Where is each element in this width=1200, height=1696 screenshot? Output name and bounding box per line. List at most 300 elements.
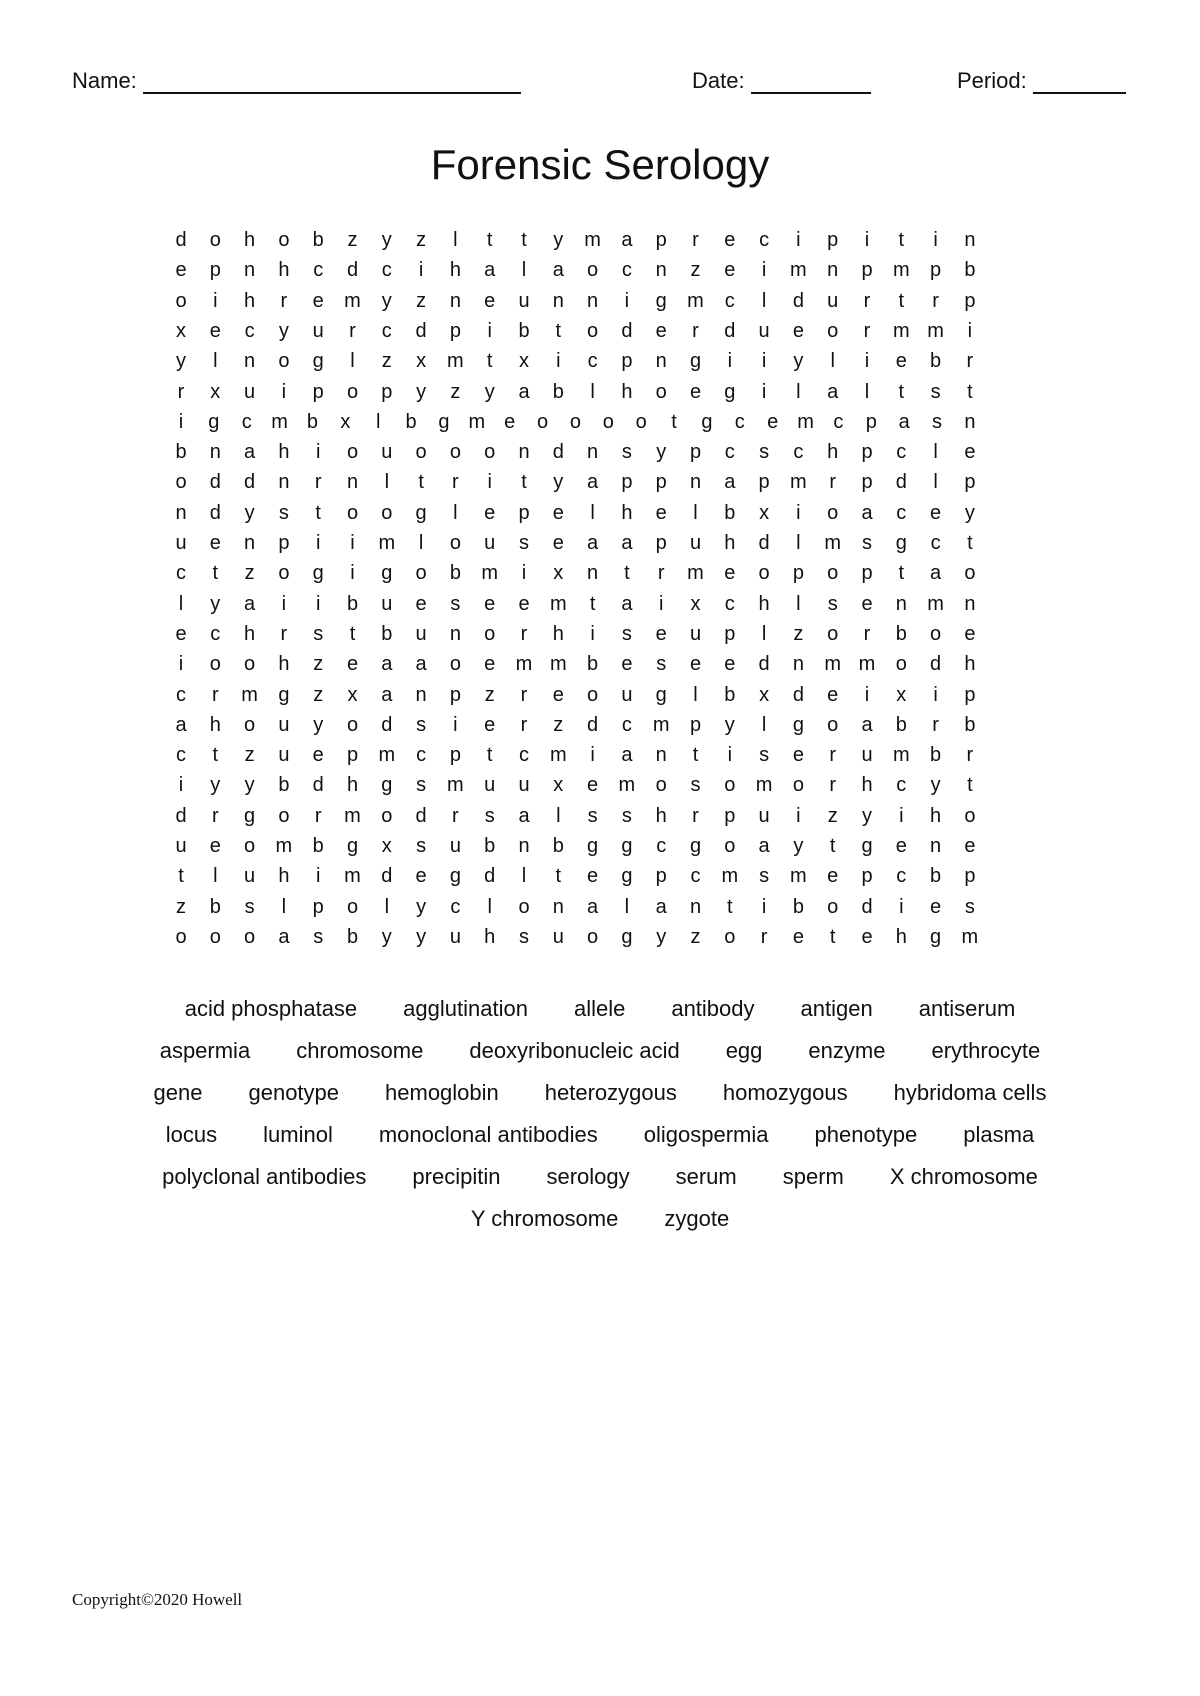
grid-letter[interactable]: l [418, 532, 424, 554]
grid-letter[interactable]: o [346, 441, 359, 464]
grid-letter[interactable]: i [761, 895, 767, 918]
grid-letter[interactable]: x [896, 683, 907, 706]
grid-letter[interactable]: n [278, 471, 290, 494]
grid-letter[interactable]: i [761, 380, 767, 403]
grid-letter[interactable]: o [827, 562, 839, 585]
grid-letter[interactable]: t [967, 774, 973, 797]
grid-letter[interactable]: r [177, 380, 185, 403]
grid-letter[interactable]: d [415, 804, 427, 827]
grid-letter[interactable]: c [690, 865, 701, 888]
grid-letter[interactable]: s [416, 713, 427, 736]
grid-letter[interactable]: b [175, 441, 187, 464]
grid-letter[interactable]: l [375, 410, 381, 433]
grid-letter[interactable]: y [381, 289, 392, 312]
grid-letter[interactable]: e [518, 592, 530, 615]
grid-letter[interactable]: m [961, 925, 979, 948]
date-field[interactable] [692, 68, 871, 94]
grid-letter[interactable]: y [244, 501, 255, 524]
grid-letter[interactable]: s [519, 925, 529, 948]
grid-letter[interactable]: e [724, 653, 736, 676]
grid-letter[interactable]: e [209, 319, 221, 342]
grid-letter[interactable]: g [208, 410, 220, 433]
grid-letter[interactable]: s [416, 774, 427, 797]
grid-letter[interactable]: x [416, 350, 427, 373]
grid-letter[interactable]: r [520, 622, 528, 645]
grid-letter[interactable]: a [278, 925, 290, 948]
grid-letter[interactable]: x [340, 410, 351, 433]
grid-letter[interactable]: d [346, 259, 359, 282]
grid-letter[interactable]: m [378, 532, 396, 554]
grid-letter[interactable]: a [930, 562, 942, 585]
grid-letter[interactable]: r [349, 319, 356, 342]
grid-letter[interactable]: z [690, 925, 701, 948]
grid-letter[interactable]: n [518, 441, 530, 464]
grid-letter[interactable]: o [655, 774, 667, 797]
grid-letter[interactable]: y [964, 501, 975, 524]
grid-letter[interactable]: e [895, 350, 907, 373]
grid-letter[interactable]: h [964, 653, 976, 676]
grid-letter[interactable]: y [244, 774, 255, 797]
grid-letter[interactable]: u [552, 925, 564, 948]
grid-letter[interactable]: r [863, 319, 871, 342]
grid-letter[interactable]: o [724, 774, 736, 797]
grid-letter[interactable]: p [278, 532, 290, 554]
grid-letter[interactable]: s [621, 622, 632, 645]
grid-letter[interactable]: a [861, 713, 873, 736]
grid-letter[interactable]: r [520, 713, 528, 736]
grid-letter[interactable]: c [176, 744, 186, 767]
grid-letter[interactable]: b [449, 562, 461, 585]
grid-letter[interactable]: i [967, 319, 973, 342]
grid-letter[interactable]: o [209, 229, 221, 251]
grid-letter[interactable]: b [964, 259, 976, 282]
grid-letter[interactable]: z [690, 259, 701, 282]
grid-letter[interactable]: t [521, 229, 527, 251]
grid-letter[interactable]: y [381, 925, 392, 948]
grid-letter[interactable]: e [175, 259, 187, 282]
grid-letter[interactable]: z [313, 683, 324, 706]
grid-letter[interactable]: g [381, 774, 393, 797]
grid-letter[interactable]: t [486, 744, 493, 767]
grid-letter[interactable]: x [690, 592, 701, 615]
grid-letter[interactable]: i [556, 350, 561, 373]
grid-letter[interactable]: r [692, 804, 699, 827]
grid-letter[interactable]: p [449, 319, 461, 342]
grid-letter[interactable]: h [758, 592, 770, 615]
grid-letter[interactable]: u [278, 744, 290, 767]
grid-letter[interactable]: n [175, 501, 187, 524]
grid-letter[interactable]: e [655, 622, 667, 645]
grid-letter[interactable]: g [655, 289, 667, 312]
grid-letter[interactable]: t [967, 380, 973, 403]
grid-letter[interactable]: e [930, 501, 942, 524]
grid-letter[interactable]: s [450, 592, 461, 615]
grid-letter[interactable]: i [864, 683, 870, 706]
grid-letter[interactable]: i [658, 592, 664, 615]
grid-letter[interactable]: i [315, 592, 321, 615]
grid-letter[interactable]: o [449, 441, 461, 464]
grid-letter[interactable]: m [652, 713, 670, 736]
grid-letter[interactable]: l [521, 865, 527, 888]
grid-letter[interactable]: g [621, 865, 633, 888]
grid-letter[interactable]: c [759, 229, 770, 251]
grid-letter[interactable]: m [790, 471, 807, 494]
grid-letter[interactable]: g [438, 410, 450, 433]
grid-letter[interactable]: y [793, 350, 804, 373]
grid-letter[interactable]: s [930, 380, 941, 403]
grid-letter[interactable]: e [964, 441, 976, 464]
grid-letter[interactable]: t [727, 895, 733, 918]
grid-letter[interactable]: m [790, 259, 807, 282]
grid-letter[interactable]: g [655, 683, 667, 706]
grid-letter[interactable]: d [552, 441, 564, 464]
grid-letter[interactable]: o [518, 895, 530, 918]
grid-letter[interactable]: d [587, 713, 599, 736]
grid-letter[interactable]: g [621, 835, 633, 857]
grid-letter[interactable]: l [384, 895, 390, 918]
grid-letter[interactable]: b [312, 229, 324, 251]
grid-letter[interactable]: b [930, 350, 942, 373]
grid-letter[interactable]: a [827, 380, 839, 403]
grid-letter[interactable]: c [724, 592, 735, 615]
grid-letter[interactable]: c [176, 562, 186, 585]
grid-letter[interactable]: s [656, 653, 667, 676]
grid-letter[interactable]: r [314, 804, 322, 827]
grid-letter[interactable]: c [381, 319, 392, 342]
grid-letter[interactable]: s [278, 501, 289, 524]
grid-letter[interactable]: c [724, 441, 735, 464]
name-blank-line[interactable] [143, 70, 521, 94]
grid-letter[interactable]: n [964, 592, 976, 615]
grid-letter[interactable]: l [933, 441, 938, 464]
grid-letter[interactable]: o [278, 804, 290, 827]
period-field[interactable] [957, 68, 1126, 94]
grid-letter[interactable]: o [827, 895, 839, 918]
grid-letter[interactable]: l [453, 501, 458, 524]
grid-letter[interactable]: n [346, 471, 359, 494]
grid-letter[interactable]: e [724, 259, 736, 282]
grid-letter[interactable]: h [552, 622, 564, 645]
grid-letter[interactable]: o [827, 622, 839, 645]
grid-letter[interactable]: l [281, 895, 287, 918]
grid-letter[interactable]: o [569, 410, 581, 433]
grid-letter[interactable]: h [621, 380, 633, 403]
grid-letter[interactable]: c [587, 350, 598, 373]
grid-letter[interactable]: g [724, 380, 736, 403]
grid-letter[interactable]: o [209, 653, 221, 676]
grid-letter[interactable]: p [621, 471, 633, 494]
grid-letter[interactable]: e [861, 592, 873, 615]
grid-letter[interactable]: u [861, 744, 873, 767]
grid-letter[interactable]: p [930, 259, 942, 282]
grid-letter[interactable]: h [861, 774, 873, 797]
grid-letter[interactable]: r [280, 289, 288, 312]
grid-letter[interactable]: m [797, 410, 814, 433]
grid-letter[interactable]: g [895, 532, 907, 554]
grid-letter[interactable]: h [278, 653, 290, 676]
grid-letter[interactable]: t [898, 562, 905, 585]
grid-letter[interactable]: o [449, 653, 461, 676]
grid-letter[interactable]: b [930, 744, 942, 767]
grid-letter[interactable]: s [587, 804, 598, 827]
grid-letter[interactable]: a [518, 804, 530, 827]
grid-letter[interactable]: p [689, 713, 702, 736]
grid-letter[interactable]: y [176, 350, 186, 373]
grid-letter[interactable]: i [281, 592, 287, 615]
grid-letter[interactable]: h [209, 713, 221, 736]
grid-letter[interactable]: r [657, 562, 665, 585]
grid-letter[interactable]: t [349, 622, 356, 645]
grid-letter[interactable]: b [964, 713, 976, 736]
grid-letter[interactable]: d [484, 865, 496, 888]
grid-letter[interactable]: o [244, 925, 256, 948]
grid-letter[interactable]: i [350, 532, 355, 554]
grid-letter[interactable]: b [724, 683, 736, 706]
grid-letter[interactable]: n [587, 441, 599, 464]
grid-letter[interactable]: z [484, 683, 495, 706]
grid-letter[interactable]: e [552, 532, 564, 554]
grid-letter[interactable]: s [862, 532, 872, 554]
grid-letter[interactable]: m [892, 259, 910, 282]
grid-letter[interactable]: u [381, 592, 393, 615]
grid-letter[interactable]: l [213, 865, 218, 888]
grid-letter[interactable]: d [792, 683, 804, 706]
grid-letter[interactable]: y [656, 441, 667, 464]
grid-letter[interactable]: p [655, 865, 667, 888]
grid-letter[interactable]: t [829, 835, 836, 857]
grid-letter[interactable]: l [796, 592, 801, 615]
grid-letter[interactable]: t [898, 289, 905, 312]
grid-letter[interactable]: p [312, 895, 324, 918]
grid-letter[interactable]: c [450, 895, 461, 918]
grid-letter[interactable]: n [964, 229, 976, 251]
grid-letter[interactable]: i [624, 289, 630, 312]
grid-letter[interactable]: s [759, 441, 770, 464]
grid-letter[interactable]: p [758, 471, 770, 494]
grid-letter[interactable]: u [827, 289, 839, 312]
grid-letter[interactable]: o [175, 289, 187, 312]
grid-letter[interactable]: r [966, 350, 974, 373]
grid-letter[interactable]: d [175, 804, 187, 827]
period-blank-line[interactable] [1033, 70, 1126, 94]
grid-letter[interactable]: p [861, 259, 873, 282]
grid-letter[interactable]: u [518, 774, 530, 797]
grid-letter[interactable]: p [381, 380, 393, 403]
grid-letter[interactable]: r [932, 289, 939, 312]
grid-letter[interactable]: b [930, 865, 942, 888]
grid-letter[interactable]: l [796, 380, 801, 403]
grid-letter[interactable]: h [244, 229, 256, 251]
grid-letter[interactable]: l [830, 350, 835, 373]
grid-letter[interactable]: p [449, 744, 461, 767]
grid-letter[interactable]: c [833, 410, 844, 433]
grid-letter[interactable]: e [484, 592, 496, 615]
grid-letter[interactable]: g [381, 562, 393, 585]
grid-letter[interactable]: i [418, 259, 424, 282]
grid-letter[interactable]: m [378, 744, 396, 767]
grid-letter[interactable]: p [346, 744, 359, 767]
grid-letter[interactable]: d [209, 471, 221, 494]
grid-letter[interactable]: g [346, 835, 359, 857]
grid-letter[interactable]: x [347, 683, 358, 706]
grid-letter[interactable]: o [244, 653, 256, 676]
grid-letter[interactable]: s [964, 895, 975, 918]
grid-letter[interactable]: e [964, 835, 976, 857]
grid-letter[interactable]: a [587, 895, 599, 918]
grid-letter[interactable]: s [827, 592, 838, 615]
grid-letter[interactable]: c [734, 410, 745, 433]
grid-letter[interactable]: c [656, 835, 667, 857]
grid-letter[interactable]: i [350, 562, 355, 585]
name-field[interactable] [72, 68, 521, 94]
grid-letter[interactable]: p [518, 501, 530, 524]
grid-letter[interactable]: r [760, 925, 768, 948]
grid-letter[interactable]: e [724, 229, 736, 251]
grid-letter[interactable]: o [587, 259, 599, 282]
grid-letter[interactable]: r [280, 622, 288, 645]
grid-letter[interactable]: r [314, 471, 322, 494]
grid-letter[interactable]: c [930, 532, 941, 554]
grid-letter[interactable]: l [864, 380, 870, 403]
grid-letter[interactable]: a [861, 501, 873, 524]
grid-letter[interactable]: a [898, 410, 910, 433]
grid-letter[interactable]: a [587, 471, 599, 494]
grid-letter[interactable]: e [827, 683, 839, 706]
grid-letter[interactable]: e [484, 653, 496, 676]
grid-letter[interactable]: i [864, 229, 870, 251]
grid-letter[interactable]: l [384, 471, 390, 494]
grid-letter[interactable]: h [278, 259, 290, 282]
grid-letter[interactable]: g [415, 501, 427, 524]
grid-letter[interactable]: i [178, 774, 184, 797]
grid-letter[interactable]: n [587, 289, 599, 312]
grid-letter[interactable]: e [655, 319, 667, 342]
grid-letter[interactable]: u [621, 683, 633, 706]
grid-letter[interactable]: g [792, 713, 804, 736]
grid-letter[interactable]: g [312, 350, 324, 373]
grid-letter[interactable]: p [861, 562, 873, 585]
grid-letter[interactable]: d [758, 532, 770, 554]
grid-letter[interactable]: r [452, 804, 459, 827]
grid-letter[interactable]: m [687, 562, 704, 585]
grid-letter[interactable]: e [484, 501, 496, 524]
grid-letter[interactable]: b [405, 410, 417, 433]
grid-letter[interactable]: t [212, 562, 219, 585]
grid-letter[interactable]: p [655, 532, 667, 554]
grid-letter[interactable]: i [590, 622, 595, 645]
grid-letter[interactable]: d [244, 471, 256, 494]
grid-letter[interactable]: n [930, 835, 942, 857]
grid-letter[interactable]: g [621, 925, 633, 948]
grid-letter[interactable]: d [724, 319, 736, 342]
grid-letter[interactable]: m [271, 410, 288, 433]
grid-letter[interactable]: d [209, 501, 221, 524]
grid-letter[interactable]: g [587, 835, 599, 857]
grid-letter[interactable]: b [209, 895, 221, 918]
grid-letter[interactable]: l [556, 804, 561, 827]
grid-letter[interactable]: b [792, 895, 804, 918]
grid-letter[interactable]: y [553, 471, 564, 494]
grid-letter[interactable]: p [209, 259, 221, 282]
grid-letter[interactable]: i [864, 350, 870, 373]
grid-letter[interactable]: m [584, 229, 601, 251]
grid-letter[interactable]: i [727, 744, 733, 767]
grid-letter[interactable]: d [621, 319, 633, 342]
grid-letter[interactable]: t [898, 380, 905, 403]
grid-letter[interactable]: b [724, 501, 736, 524]
grid-letter[interactable]: e [655, 501, 667, 524]
grid-letter[interactable]: c [724, 289, 735, 312]
grid-letter[interactable]: z [244, 744, 255, 767]
grid-letter[interactable]: g [278, 683, 290, 706]
grid-letter[interactable]: t [671, 410, 677, 433]
grid-letter[interactable]: m [892, 744, 910, 767]
grid-letter[interactable]: i [933, 683, 938, 706]
grid-letter[interactable]: e [346, 653, 359, 676]
grid-letter[interactable]: u [518, 289, 530, 312]
grid-letter[interactable]: e [552, 501, 564, 524]
grid-letter[interactable]: h [278, 441, 290, 464]
grid-letter[interactable]: p [861, 471, 873, 494]
grid-letter[interactable]: l [487, 895, 492, 918]
grid-letter[interactable]: u [175, 835, 187, 857]
grid-letter[interactable]: m [927, 319, 944, 342]
grid-letter[interactable]: x [519, 350, 529, 373]
grid-letter[interactable]: b [306, 410, 319, 433]
grid-letter[interactable]: h [449, 259, 461, 282]
grid-letter[interactable]: y [210, 774, 221, 797]
grid-letter[interactable]: o [964, 804, 976, 827]
grid-letter[interactable]: s [621, 441, 632, 464]
grid-letter[interactable]: d [930, 653, 942, 676]
grid-letter[interactable]: b [484, 835, 496, 857]
grid-letter[interactable]: z [793, 622, 804, 645]
grid-letter[interactable]: s [759, 744, 770, 767]
grid-letter[interactable]: o [346, 895, 359, 918]
grid-letter[interactable]: c [896, 774, 907, 797]
grid-letter[interactable]: d [381, 865, 393, 888]
grid-letter[interactable]: n [209, 441, 221, 464]
grid-letter[interactable]: z [553, 713, 564, 736]
grid-letter[interactable]: z [450, 380, 461, 403]
grid-letter[interactable]: i [796, 501, 801, 524]
grid-letter[interactable]: o [724, 925, 736, 948]
grid-letter[interactable]: h [827, 441, 839, 464]
grid-letter[interactable]: e [767, 410, 779, 433]
grid-letter[interactable]: r [692, 229, 699, 251]
grid-letter[interactable]: r [520, 683, 528, 706]
grid-letter[interactable]: b [381, 622, 393, 645]
grid-letter[interactable]: d [381, 713, 393, 736]
grid-letter[interactable]: m [549, 653, 567, 676]
grid-letter[interactable]: e [209, 532, 221, 554]
grid-letter[interactable]: x [176, 319, 186, 342]
grid-letter[interactable]: e [621, 653, 633, 676]
grid-letter[interactable]: y [313, 713, 324, 736]
grid-letter[interactable]: i [899, 895, 904, 918]
grid-letter[interactable]: h [346, 774, 359, 797]
grid-letter[interactable]: e [861, 925, 873, 948]
grid-letter[interactable]: b [552, 380, 564, 403]
grid-letter[interactable]: i [315, 441, 321, 464]
grid-letter[interactable]: b [587, 653, 599, 676]
grid-letter[interactable]: r [932, 713, 939, 736]
grid-letter[interactable]: u [415, 622, 427, 645]
grid-letter[interactable]: u [689, 622, 702, 645]
grid-letter[interactable]: m [447, 350, 464, 373]
grid-letter[interactable]: t [555, 319, 562, 342]
grid-letter[interactable]: a [244, 441, 256, 464]
